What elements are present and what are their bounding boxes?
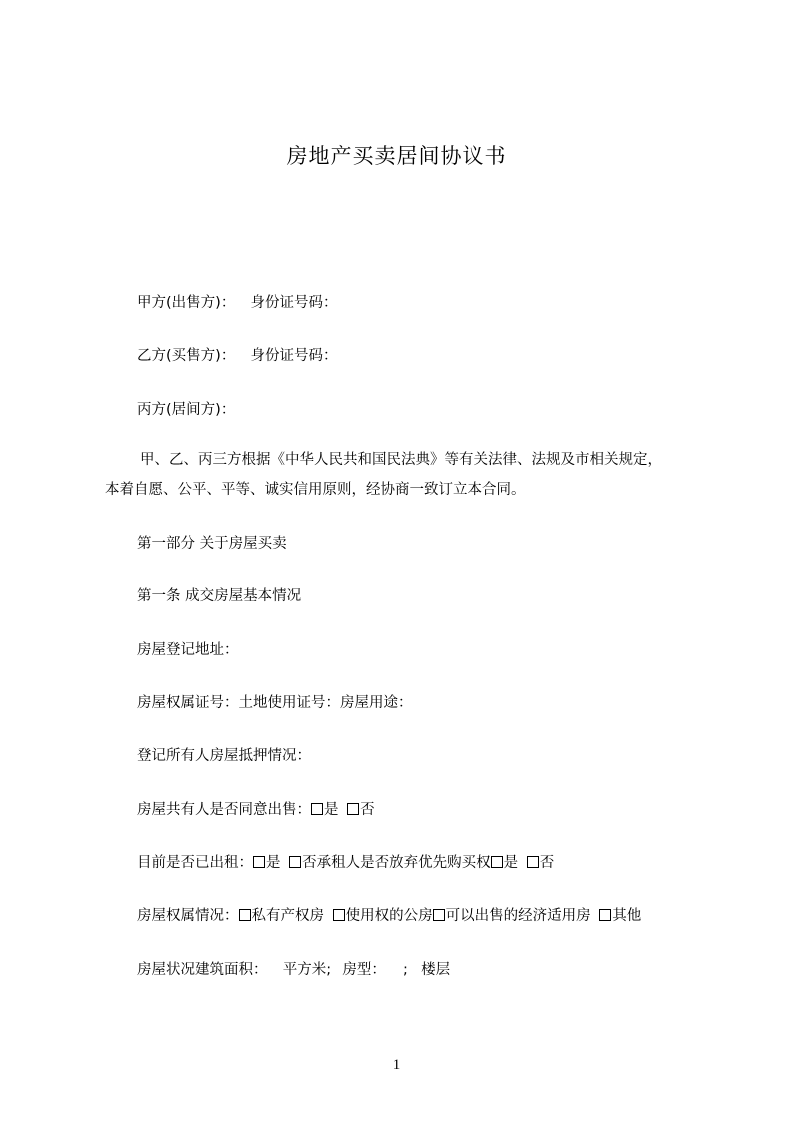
- checkbox-priority-yes[interactable]: [491, 856, 503, 868]
- intro-line-1: 甲、乙、丙三方根据《中华人民共和国民法典》等有关法律、法规及市相关规定，: [140, 452, 662, 468]
- land-cert-label: 土地使用证号：: [238, 695, 340, 711]
- co-owner-yes-label: 是: [324, 802, 339, 818]
- checkbox-priority-no[interactable]: [527, 856, 539, 868]
- other-label: 其他: [612, 908, 642, 924]
- public-housing-label: 使用权的公房: [345, 908, 433, 924]
- layout-label: 房型：: [342, 962, 386, 978]
- certificate-line: [137, 691, 413, 712]
- party-b-label: 乙方(买售方)：: [137, 348, 236, 364]
- checkbox-other[interactable]: [599, 909, 611, 921]
- checkbox-co-owner-no[interactable]: [347, 803, 359, 815]
- floor-label: 楼层: [421, 962, 451, 978]
- checkbox-rented-yes[interactable]: [253, 856, 265, 868]
- priority-no-label: 否: [539, 855, 555, 871]
- rented-no-tenant-label: 否承租人是否放弃优先购买权: [302, 855, 491, 871]
- checkbox-affordable-housing[interactable]: [433, 909, 445, 921]
- usage-label: 房屋用途：: [340, 695, 413, 711]
- page-number: 1: [392, 1057, 401, 1073]
- ownership-line: [137, 904, 641, 925]
- mortgage-line: 登记所有人房屋抵押情况：: [137, 748, 311, 764]
- part-one-heading: 第一部分 关于房屋买卖: [137, 536, 287, 552]
- status-separator: ;: [403, 962, 408, 978]
- checkbox-co-owner-yes[interactable]: [311, 803, 323, 815]
- party-b-id-label: 身份证号码：: [250, 348, 338, 364]
- party-a-id-label: 身份证号码：: [250, 295, 338, 311]
- document-title: 房地产买卖居间协议书: [286, 144, 507, 168]
- party-a-label: 甲方(出售方)：: [137, 295, 236, 311]
- co-owner-line: [137, 798, 375, 819]
- party-c-label: 丙方(居间方)：: [137, 402, 236, 418]
- status-label: 房屋状况建筑面积：: [137, 962, 268, 978]
- co-owner-no-label: 否: [360, 802, 375, 818]
- party-a-line: [137, 291, 338, 312]
- party-c-line: [137, 398, 235, 419]
- checkbox-private-property[interactable]: [239, 909, 251, 921]
- party-b-line: [137, 344, 338, 365]
- article-one-heading: 第一条 成交房屋基本情况: [137, 588, 302, 604]
- status-line: [137, 958, 450, 979]
- checkbox-public-housing[interactable]: [333, 909, 345, 921]
- rented-label: 目前是否已出租：: [137, 855, 253, 871]
- checkbox-rented-no[interactable]: [289, 856, 301, 868]
- ownership-label: 房屋权属情况：: [137, 908, 239, 924]
- intro-line-2: 本着自愿、公平、平等、诚实信用原则，经协商一致订立本合同。: [105, 482, 526, 498]
- affordable-housing-label: 可以出售的经济适用房: [445, 908, 591, 924]
- co-owner-label: 房屋共有人是否同意出售：: [137, 802, 311, 818]
- priority-yes-label: 是: [503, 855, 519, 871]
- area-unit: 平方米;: [282, 962, 332, 978]
- address-line: 房屋登记地址：: [137, 642, 239, 658]
- ownership-cert-label: 房屋权属证号：: [137, 695, 239, 711]
- rented-yes-label: 是: [266, 855, 281, 871]
- private-property-label: 私有产权房: [251, 908, 324, 924]
- intro-paragraph: [105, 445, 715, 505]
- rented-line: [137, 851, 554, 872]
